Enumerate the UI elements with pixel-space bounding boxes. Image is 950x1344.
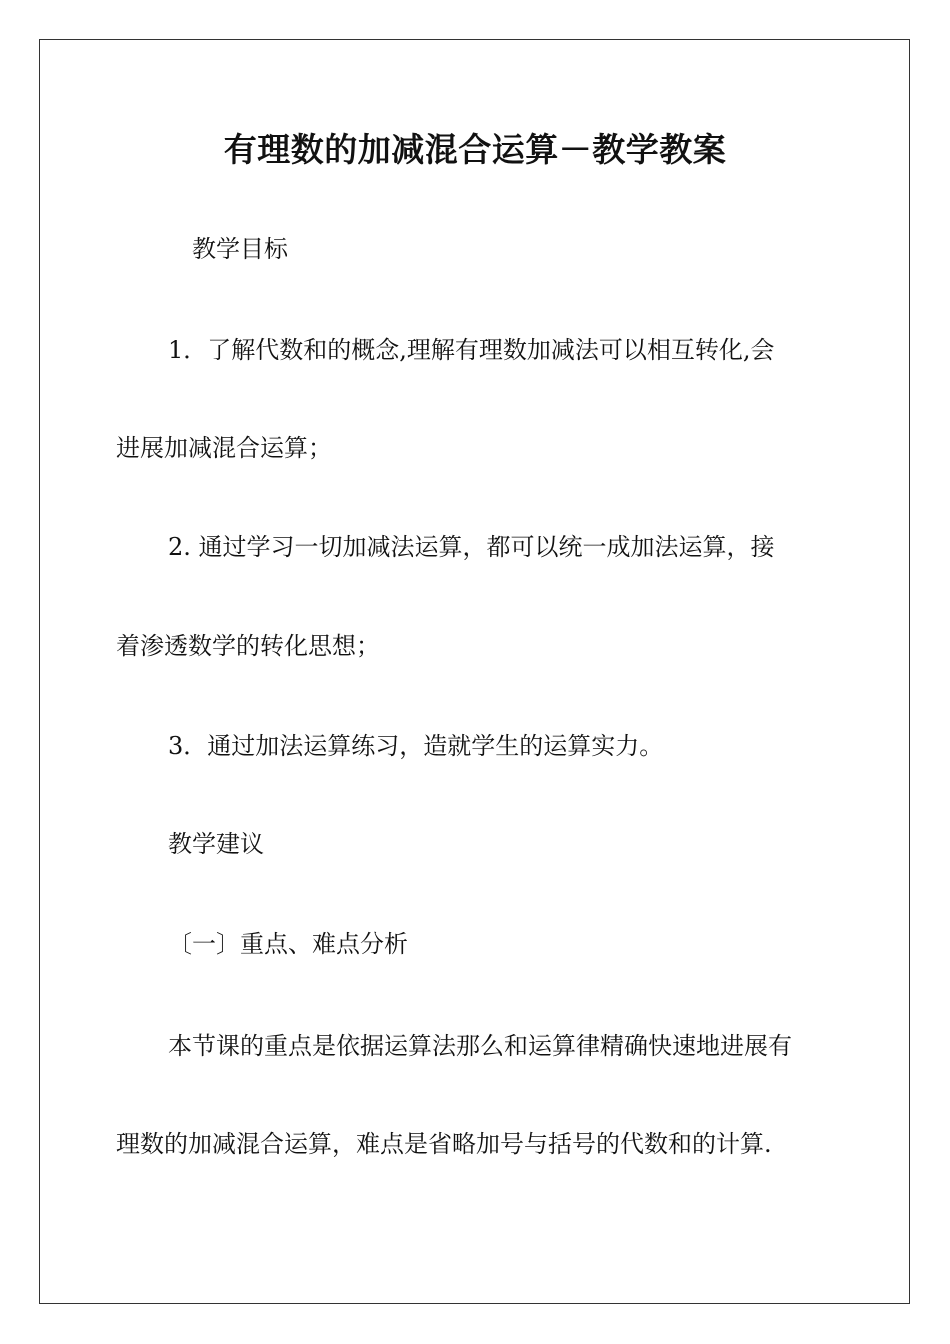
paragraph-line-2: 理数的加减混合运算，难点是省略加号与括号的代数和的计算. (116, 1130, 772, 1158)
subheading-key-points: 〔一〕重点、难点分析 (168, 930, 408, 958)
objective-3: 3．通过加法运算练习，造就学生的运算实力。 (168, 732, 664, 760)
objective-2-line-2: 着渗透数学的转化思想； (116, 632, 380, 660)
heading-teaching-suggestions: 教学建议 (168, 830, 264, 858)
paragraph-line-1: 本节课的重点是依据运算法那么和运算律精确快速地进展有 (168, 1032, 792, 1060)
objective-2-line-1: 2. 通过学习一切加减法运算，都可以统一成加法运算，接 (168, 533, 775, 561)
heading-teaching-objectives: 教学目标 (192, 235, 288, 263)
page-border (39, 39, 910, 1304)
objective-1-line-1: 1．了解代数和的概念,理解有理数加减法可以相互转化,会 (168, 336, 775, 364)
document-title: 有理数的加减混合运算－教学教案 (223, 130, 727, 169)
objective-1-line-2: 进展加减混合运算； (116, 434, 332, 462)
